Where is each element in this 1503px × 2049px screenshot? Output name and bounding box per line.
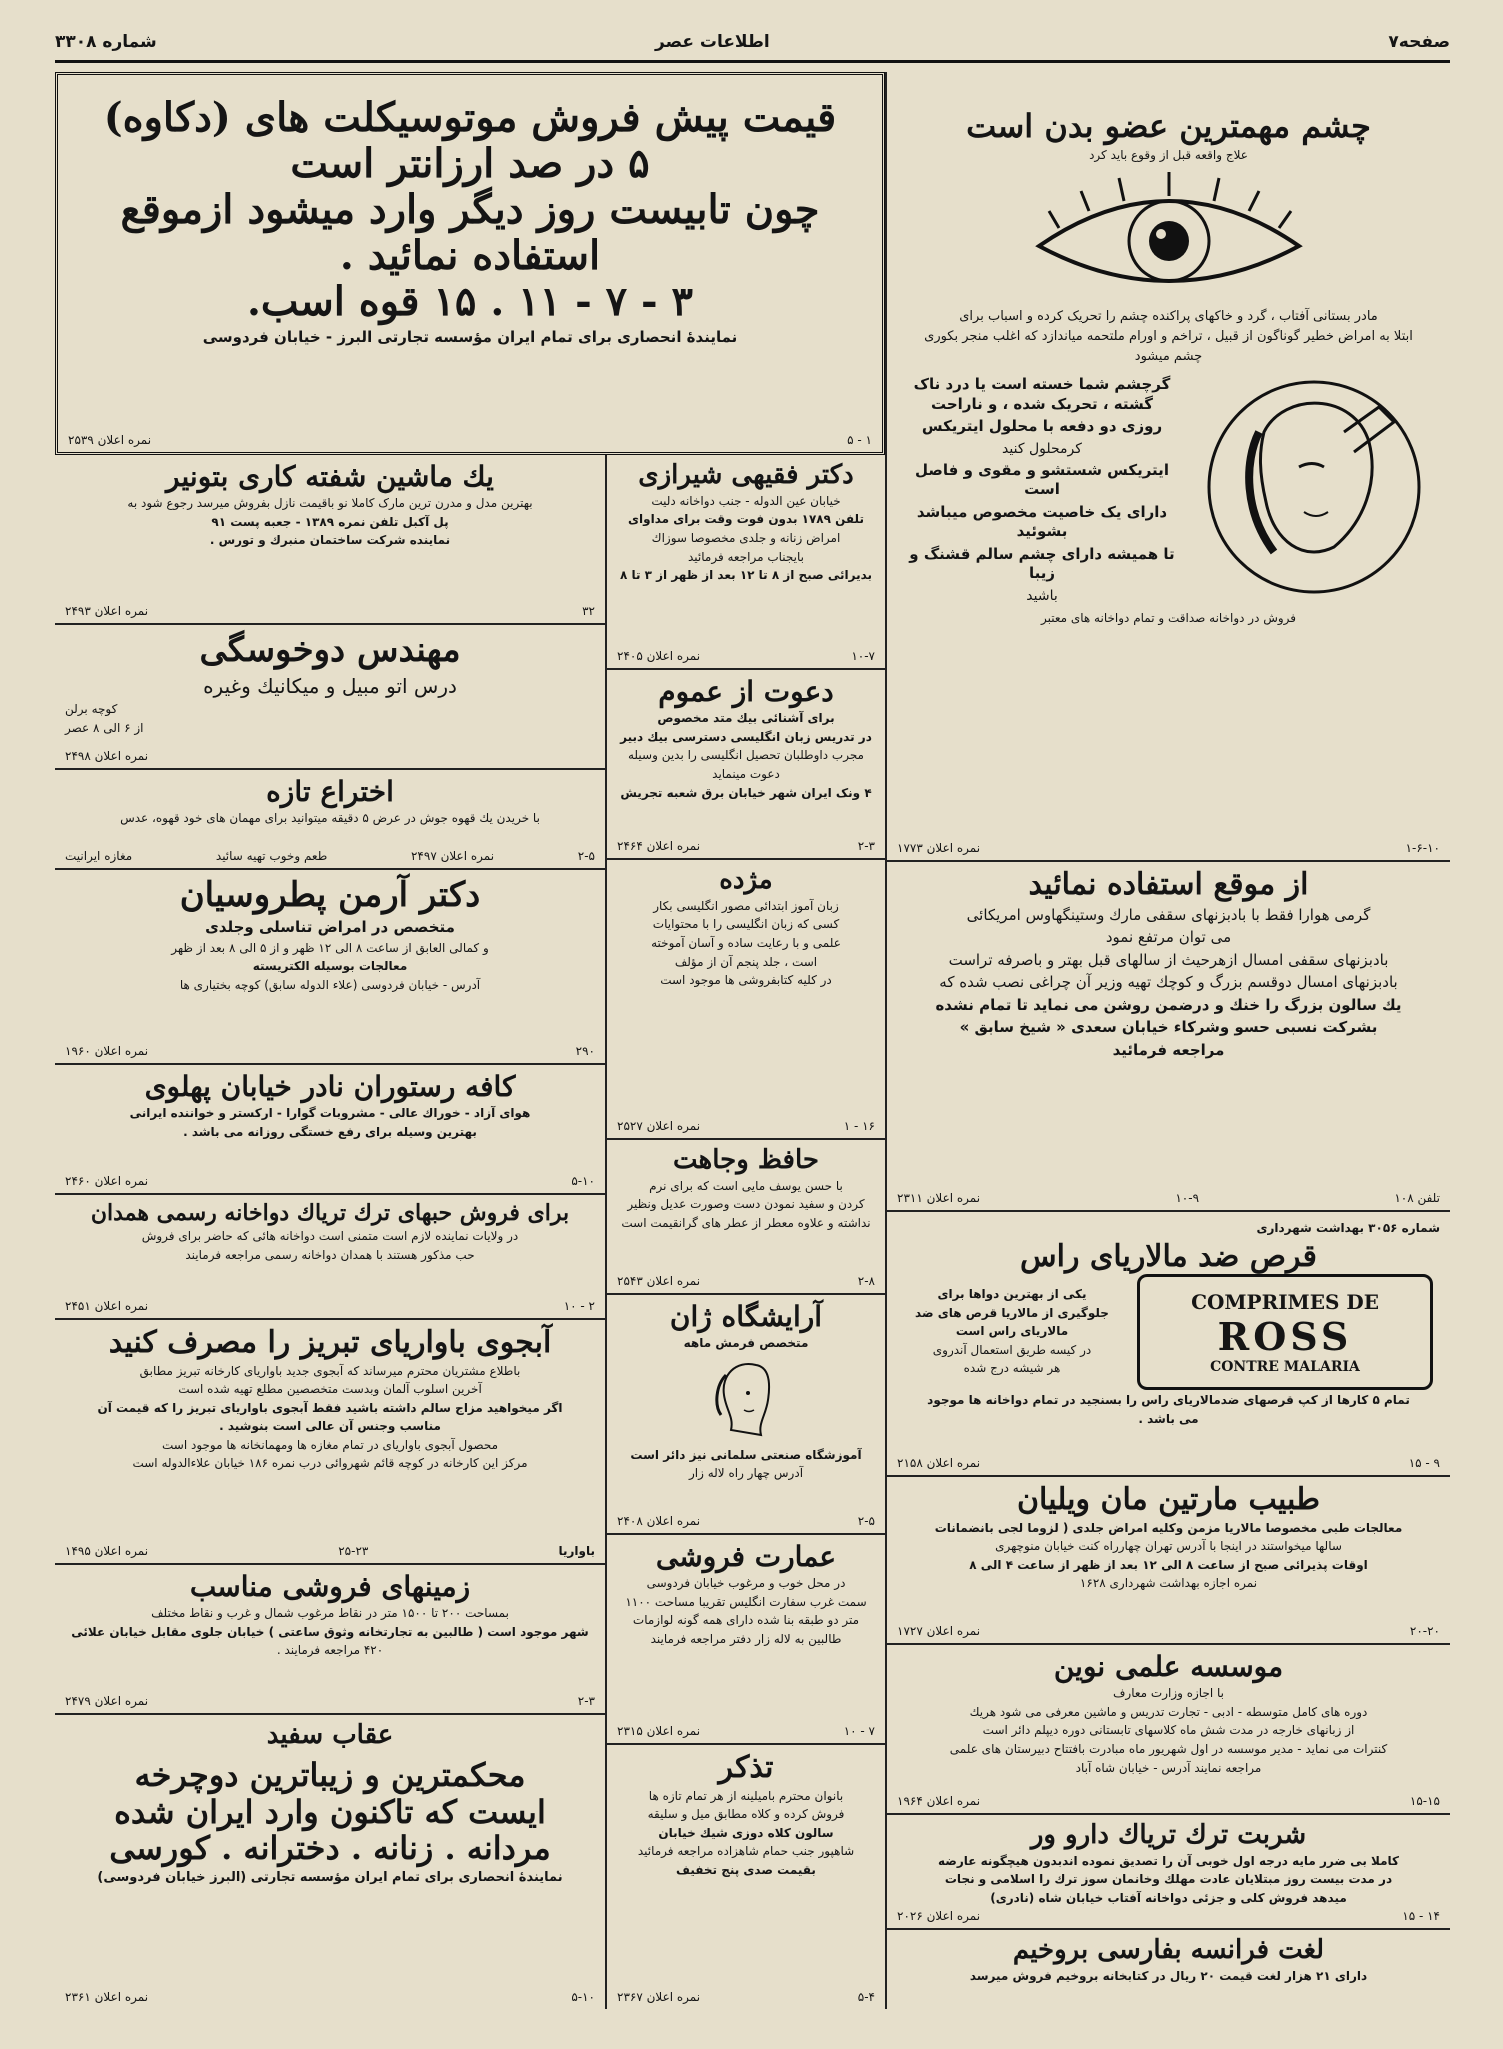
ad-invitation	[607, 670, 885, 860]
fan-text3: بادبزنهای سقفی امسال ازهرحیث از سالهای قبل بهتر و باصرفه تراست	[948, 950, 1389, 969]
invite-title: دعوت از عموم	[658, 675, 834, 708]
sharbat-code: ۱۴ - ۱۵	[1402, 1909, 1440, 1923]
faghihi-title: دکتر فقیهی شیرازی	[638, 460, 854, 490]
faghihi-text1: خیابان عین الدوله - جنب دواخانه دلیت	[651, 493, 841, 508]
invention-title: اختراع تازه	[266, 775, 394, 808]
motor-code: ۱ - ۵	[847, 433, 872, 447]
ad-white-eagle	[55, 1715, 605, 2009]
armen-text1: متخصص در امراض تناسلی وجلدی	[205, 918, 455, 937]
ad-salon-jean	[607, 1295, 885, 1535]
hafez-text1: با حسن یوسف مایی است که برای نرم	[649, 1178, 843, 1193]
ad-good-news	[607, 860, 885, 1140]
fan-ad-number: نمره اعلان ۲۳۱۱	[897, 1191, 981, 1205]
beer-text1: باطلاع مشتریان محترم میرساند که آبجوی جدید باواریای کارخانه تبریز مطابق	[139, 1363, 521, 1378]
newspaper-name: اطلاعات عصر	[655, 32, 770, 52]
sewing-text3: نماینده شرکت ساختمان منبرك و تورس .	[209, 533, 451, 548]
fan-code: ۱۰-۹	[1175, 1191, 1200, 1205]
sewing-text2: پل آکبل تلفن نمره ۱۳۸۹ - جعبه پست ۹۱	[211, 514, 449, 529]
eye-text2: ابتلا به امراض خطیر گوناگون از قبیل ، تراخم و اورام ملتحمه میاندازد که اغلب منجر بکوری	[924, 329, 1413, 345]
hafez-code: ۲-۸	[857, 1274, 875, 1288]
oghab-code: ۵-۱۰	[571, 1990, 595, 2004]
oghab-line2: ایست که تاکنون وارد ایران شده	[114, 1792, 546, 1831]
beer-ad-number: نمره اعلان ۱۴۹۵	[65, 1544, 149, 1558]
ad-ross-pills	[887, 1212, 1450, 1477]
ross-text2: جلوگیری از مالاریا قرص های ضد	[915, 1305, 1109, 1320]
armen-text4: آدرس - خیابان فردوسی (علاء الدوله سابق) کوچه بختیاری ها	[179, 977, 481, 992]
building-ad-number: نمره اعلان ۲۳۱۵	[617, 1724, 701, 1738]
martin-text2: سالها میخواستند در اینجا با آدرس تهران چهارراه کنت خیابان منوچهری	[995, 1539, 1342, 1554]
martin-text4: نمره اجازه بهداشت شهرداری ۱۶۲۸	[1079, 1576, 1258, 1591]
armen-text3: معالجات بوسیله الکتریسته	[252, 959, 408, 974]
ross-text4: در کیسه طریق استعمال آندروی	[932, 1342, 1092, 1357]
eye-subtitle: علاج واقعه قبل از وقوع باید کرد	[1089, 147, 1248, 162]
hafez-text3: نداشته و علاوه معطر از عطر های گرانقیمت است	[621, 1216, 871, 1231]
building-text4: طالبین به لاله زار دفتر مراجعه فرمایند	[650, 1631, 842, 1646]
oghab-line3: مردانه . زنانه . دخترانه . کورسی	[109, 1829, 551, 1868]
ross-title: قرص ضد مالاریای راس	[1020, 1238, 1317, 1274]
ad-dr-armen	[55, 870, 605, 1065]
faghihi-text4: بایجناب مراجعه فرمائید	[687, 549, 804, 564]
building-text1: در محل خوب و مرغوب خیابان فردوسی	[646, 1576, 846, 1591]
motor-line1: قیمت پیش فروش موتوسیکلت های (دکاوه)	[103, 94, 837, 141]
cafe-text2: بهترین وسیله برای رفع خستگی روزانه می باشد .	[183, 1124, 477, 1139]
ad-dr-faghihi	[607, 455, 885, 670]
ross-text1: یکی از بهترین دواها برای	[937, 1287, 1087, 1302]
tazakor-text5: بقیمت صدی پنج تخفیف	[676, 1862, 816, 1877]
invite-text4: دعوت مینماید	[712, 766, 780, 781]
faghihi-ad-number: نمره اعلان ۲۴۰۵	[617, 649, 701, 663]
fan-text5: یك سالون بزرگ را خنك و درضمن روشن می نماید تا تمام نشده	[935, 995, 1402, 1014]
sewing-ad-number: نمره اعلان ۲۴۹۳	[65, 604, 149, 618]
fan-text4: بادبزنهای امسال دوقسم بزرگ و کوچك تهیه وزیر آن چراغی نصب شده که	[939, 973, 1398, 991]
faghihi-text2: تلفن ۱۷۸۹ بدون فوت وقت برای مداوای	[628, 512, 864, 527]
mojdeh-text2: کسی که زبان انگلیسی را با محتوایات	[652, 917, 840, 932]
novin-text1: دوره های کامل متوسطه - ادبی - تجارت تدریس و ماشین معرفی می شود هریك	[969, 1704, 1368, 1719]
sharbat-text3: میدهد فروش کلی و جزئی دواخانه آفتاب خیابان شاه (نادری)	[990, 1891, 1347, 1906]
novin-text4: مراجعه نمایند آدرس - خیابان شاه آباد	[1075, 1760, 1262, 1775]
mojdeh-text4: است ، جلد پنجم آن از مؤلف	[674, 954, 818, 969]
beer-brand: باواریا	[558, 1544, 595, 1558]
ad-hafez-beauty	[607, 1140, 885, 1295]
martin-title: طبیب مارتین مان ویلیان	[1017, 1482, 1320, 1517]
ross-text5: هر شیشه درج شده	[963, 1361, 1061, 1376]
invention-text1: با خریدن یك قهوه جوش در عرض ۵ دقیقه میتوانید برای مهمان های خود قهوه، عدس	[120, 811, 540, 826]
sewing-title: یك ماشین شفته کاری بتونیر	[166, 460, 494, 493]
tazakor-text3: سالون کلاه دوزی شیك خیابان	[658, 1825, 834, 1840]
ad-reminder	[607, 1745, 885, 2009]
ad-sewing-machine	[55, 455, 605, 625]
eye-text11: فروش در دواخانه صداقت و تمام دواخانه های معتبر	[1040, 610, 1297, 625]
invention-text2: طعم وخوب تهیه سائید	[215, 849, 328, 863]
ross-text3: مالاریای راس است	[955, 1324, 1069, 1339]
fan-text2: می توان مرتفع نمود	[1105, 928, 1232, 946]
armen-ad-number: نمره اعلان ۱۹۶۰	[65, 1044, 149, 1058]
fan-text6: بشرکت نسبی حسو وشرکاء خیابان سعدی « شیخ سابق »	[959, 1018, 1378, 1036]
eye-text1: مادر بستانی آفتاب ، گرد و خاکهای پراکنده چشم را تحریک کرده و اسباب برای	[959, 309, 1378, 325]
ad-opium-syrup	[887, 1815, 1450, 1930]
invention-code: ۲-۵	[577, 849, 595, 863]
motor-line5: ۳ - ۷ - ۱۱ . ۱۵ قوه اسب.	[246, 278, 694, 325]
ross-ad-number: نمره اعلان ۲۱۵۸	[897, 1456, 981, 1470]
woman-applying-drops-illustration	[1204, 372, 1424, 602]
motor-agent: نمایندهٔ انحصاری برای تمام ایران مؤسسه تجارتی البرز - خیابان فردوسی	[202, 328, 738, 346]
beer-text5: محصول آبجوی باواریای در تمام مغازه ها ومهمانخانه ها موجود است	[161, 1437, 498, 1452]
mojdeh-text5: در کلیه کتابفروشی ها موجود است	[660, 973, 832, 988]
tazakor-ad-number: نمره اعلان ۲۳۶۷	[617, 1990, 701, 2004]
mojdeh-text1: زبان آموز ابتدائی مصور انگلیسی بکار	[653, 898, 839, 913]
opium-title: برای فروش حبهای ترك تریاك دواخانه رسمی همدان	[90, 1200, 570, 1226]
engineer-text1: درس اتو مبیل و میکانیك وغیره	[203, 674, 457, 699]
opium-text1: در ولایات نماینده لازم است متمنی است دواخانه هائی که حاضر برای فروش	[141, 1229, 519, 1244]
ad-building-sale	[607, 1535, 885, 1745]
motor-ad-number: نمره اعلان ۲۵۳۹	[68, 433, 152, 447]
beer-title: آبجوی باواریای تبریز را مصرف کنید	[108, 1325, 552, 1360]
hafez-ad-number: نمره اعلان ۲۵۴۳	[617, 1274, 701, 1288]
mojdeh-title: مژده	[719, 865, 773, 895]
tazakor-text1: بانوان محترم بامیلینه از هر تمام تازه ها	[648, 1788, 844, 1803]
salon-text3: آدرس چهار راه لاله زار	[688, 1466, 804, 1481]
issue-number: شماره ۳۳۰۸	[55, 32, 157, 52]
novin-subtitle: با اجازه وزارت معارف	[1112, 1686, 1225, 1701]
novin-text2: از زبانهای خارجه در مدت شش ماه کلاسهای تابستانی دوره دیپلم دائر است	[982, 1723, 1355, 1738]
invite-ad-number: نمره اعلان ۲۴۶۴	[617, 839, 701, 853]
ad-invention	[55, 770, 605, 870]
ross-package	[1137, 1274, 1433, 1390]
page-header	[55, 30, 1450, 63]
fan-text7: مراجعه فرمائید	[1112, 1040, 1225, 1059]
land-ad-number: نمره اعلان ۲۴۷۹	[65, 1694, 149, 1708]
ad-cafe-nader	[55, 1065, 605, 1195]
martin-text3: اوقات پذیرائی صبح از ساعت ۸ الی ۱۲ بعد از ظهر از ساعت ۴ الی ۸	[969, 1557, 1368, 1572]
novin-text3: کنترات می نماید - مدیر موسسه در اول شهریور ماه مبادرت بافتتاح دبیرستان های علمی	[949, 1741, 1388, 1756]
beer-text6: مرکز این کارخانه در کوچه قائم شهروائی درب نمره ۱۸۶ خیابان علاءالدوله است	[132, 1456, 528, 1471]
ad-land-sale	[55, 1565, 605, 1715]
sharbat-ad-number: نمره اعلان ۲۰۲۶	[897, 1909, 981, 1923]
sewing-text1: بهترین مدل و مدرن ترین مارک کاملا نو باقیمت نازل بفروش میرسد رجوع شود به	[127, 496, 533, 511]
land-code: ۲-۳	[577, 1694, 595, 1708]
novin-ad-number: نمره اعلان ۱۹۶۴	[897, 1794, 981, 1808]
ad-ceiling-fans	[887, 862, 1450, 1212]
eye-text4: گرچشم شما خسته است یا درد ناک گشته ، تحریک شده ، و ناراحت	[913, 375, 1171, 413]
salon-code: ۲-۵	[857, 1514, 875, 1528]
sewing-code: ۳۲	[582, 604, 595, 618]
ross-code: ۹ - ۱۵	[1408, 1456, 1440, 1470]
engineer-title: مهندس دوخوسگی	[199, 630, 461, 670]
ross-health-number: شماره ۳۰۵۶ بهداشت شهرداری	[1256, 1221, 1440, 1235]
building-title: عمارت فروشی	[655, 1540, 837, 1573]
mojdeh-ad-number: نمره اعلان ۲۵۲۷	[617, 1119, 701, 1133]
invention-ad-number: نمره اعلان ۲۴۹۷	[410, 849, 495, 863]
page-number: صفحه۷	[1388, 32, 1450, 52]
invite-text2: در تدریس زبان انگلیسی دسترسی بیك دبیر	[620, 729, 872, 744]
armen-code: ۲۹۰	[575, 1044, 595, 1058]
martin-code: ۲۰-۲۰	[1409, 1624, 1440, 1638]
opium-code: ۲ - ۱۰	[563, 1299, 595, 1313]
martin-text1: معالجات طبی مخصوصا مالاریا مزمن وکلیه امراض جلدی ( لزوما لجی بانضمانات	[934, 1520, 1403, 1535]
engineer-ad-number: نمره اعلان ۲۴۹۸	[65, 749, 149, 763]
ross-pack-line3: CONTRE MALARIA	[1210, 1358, 1360, 1375]
land-title: زمینهای فروشی مناسب	[189, 1570, 471, 1603]
motor-line3: چون تابیست روز دیگر وارد میشود ازموقع	[120, 186, 820, 233]
eye-text6: کرمحلول کنید	[1002, 440, 1082, 457]
ross-text6: تمام ۵ کارها از کپ قرصهای ضدمالاریای راس را بسنجید در تمام دواخانه ها موجود	[927, 1393, 1410, 1408]
dictionary-text1: دارای ۲۱ هزار لغت قیمت ۲۰ ریال در کتابخانه بروخیم فروش میرسد	[969, 1968, 1368, 1983]
salon-ad-number: نمره اعلان ۲۴۰۸	[617, 1514, 701, 1528]
sharbat-title: شربت ترك تریاك دارو ور	[1030, 1820, 1307, 1850]
oghab-ad-number: نمره اعلان ۲۳۶۱	[65, 1990, 149, 2004]
ad-engineer	[55, 625, 605, 770]
faghihi-text3: امراض زنانه و جلدی مخصوصا سوزاك	[651, 531, 841, 546]
mojdeh-code: ۱۶ - ۱	[843, 1119, 875, 1133]
engineer-text3: از ۶ الی ۸ عصر	[65, 720, 144, 735]
eye-text8: دارای یک خاصیت مخصوص میباشد بشوئید	[916, 502, 1168, 541]
building-text2: سمت غرب سفارت انگلیس تقریبا مساحت ۱۱۰۰	[625, 1594, 867, 1609]
beer-text2: آخرین اسلوب آلمان وبدست متخصصین مطلع تهیه شده است	[178, 1382, 482, 1397]
invite-code: ۲-۳	[857, 839, 875, 853]
land-text1: بمساحت ۲۰۰ تا ۱۵۰۰ متر در نقاط مرغوب شمال و غرب و نقاط مختلف	[151, 1606, 509, 1621]
beer-text4: مناسب وجنس آن عالی است بنوشید .	[219, 1419, 441, 1434]
hafez-title: حافظ وجاهت	[673, 1145, 819, 1175]
armen-text2: و کمالی العابق از ساعت ۸ الی ۱۲ ظهر و از ۵ الی ۸ بعد از ظهر	[171, 940, 489, 955]
woman-face-illustration	[686, 1355, 806, 1445]
building-text3: متر دو طبقه بنا شده دارای همه گونه لوازمات	[632, 1613, 860, 1628]
ad-opium-pills	[55, 1195, 605, 1320]
land-text3: ۴۲۰ مراجعه فرمایند .	[276, 1643, 384, 1658]
opium-text2: حب مذکور هستند با همدان دواخانه رسمی مراجعه فرمایند	[185, 1247, 475, 1262]
eye-text3: چشم میشود	[1134, 349, 1203, 365]
cafe-code: ۵-۱۰	[571, 1174, 595, 1188]
faghihi-code: ۱۰-۷	[851, 649, 875, 663]
eye-code: ۱-۶-۱۰	[1405, 841, 1440, 855]
beer-text3: اگر میخواهید مزاج سالم داشته باشید فقط آبجوی باواریای تبریز را که قیمت آن	[97, 1400, 563, 1415]
opium-ad-number: نمره اعلان ۲۴۵۱	[65, 1299, 149, 1313]
ad-novin-institute	[887, 1645, 1450, 1815]
salon-text1: متخصص فرمش ماهه	[683, 1336, 809, 1351]
novin-code: ۱۵-۱۵	[1409, 1794, 1440, 1808]
ad-dictionary	[887, 1930, 1450, 2009]
tazakor-text2: فروش کرده و کلاه مطابق میل و سلیقه	[647, 1807, 845, 1822]
ross-pack-line2: ROSS	[1217, 1313, 1353, 1359]
ross-text7: می باشد .	[1138, 1411, 1199, 1426]
cafe-text1: هوای آزاد - خوراك عالی - مشروبات گوارا - ارکستر و خواننده ایرانی	[129, 1106, 531, 1121]
ross-pack-line1: COMPRIMES DE	[1191, 1289, 1379, 1314]
fan-tel: تلفن ۱۰۸	[1394, 1191, 1440, 1205]
eye-illustration	[1019, 166, 1319, 306]
sharbat-text2: در مدت بیست روز مبتلایان عادت مهلك وخانمان سوز ترك را اسلامی و نجات	[944, 1872, 1393, 1887]
eye-ad-number: نمره اعلان ۱۷۷۳	[897, 841, 981, 855]
invite-text3: مجرب داوطلبان تحصیل انگلیسی را بدین وسیله	[628, 748, 864, 763]
oghab-agent: نمایندهٔ انحصاری برای تمام ایران مؤسسه تجارتی (البرز خیابان فردوسی)	[97, 1870, 563, 1886]
oghab-line1: محکمترین و زیباترین دوچرخه	[134, 1755, 526, 1794]
mojdeh-text3: علمی و با رعایت ساده و آسان آموخته	[651, 936, 841, 951]
beer-code: ۲۵-۲۳	[338, 1544, 369, 1558]
tazakor-title: تذکر	[718, 1750, 774, 1785]
sharbat-text1: کاملا بی ضرر مایه درجه اول خوبی آن را تصدیق نموده اندبدون هیچگونه عارضه	[937, 1853, 1400, 1868]
novin-title: موسسه علمی نوین	[1053, 1650, 1284, 1683]
eye-text7: ایتریکس شستشو و مقوی و فاصل است	[915, 460, 1169, 499]
engineer-text2: کوچه برلن	[65, 702, 118, 717]
invite-text5: ۴ ونک ایران شهر خیابان برق شعبه تجریش	[620, 785, 872, 800]
invention-shop: مغازه ایرانیت	[65, 849, 133, 863]
fan-title: از موقع استفاده نمائید	[1028, 867, 1309, 902]
invite-text1: برای آشنائی بیك متد مخصوص	[657, 711, 835, 726]
tazakor-text4: شاهپور جنب حمام شاهزاده مراجعه فرمائید	[637, 1844, 855, 1859]
martin-ad-number: نمره اعلان ۱۷۲۷	[897, 1624, 981, 1638]
eye-text10: باشید	[1026, 587, 1058, 604]
cafe-ad-number: نمره اعلان ۲۴۶۰	[65, 1174, 149, 1188]
faghihi-text5: بدیرائی صبح از ۸ تا ۱۲ بعد از ظهر از ۳ تا ۸	[619, 568, 873, 583]
land-text2: شهر موجود است ( طالبین به تجارتخانه وثوق ساعتی ) خیابان جلوی مقابل خیابان علائی	[71, 1624, 589, 1639]
motor-line2: ۵ در صد ارزانتر است	[290, 140, 650, 187]
eye-text9: تا همیشه دارای چشم سالم قشنگ و زیبا	[909, 544, 1175, 583]
building-code: ۷ - ۱۰	[843, 1724, 875, 1738]
fan-text1: گرمی هوارا فقط با بادبزنهای سقفی مارك وستینگهاوس امریکائی	[966, 905, 1371, 924]
oghab-title: عقاب سفید	[266, 1720, 394, 1750]
salon-title: آرایشگاه ژان	[669, 1300, 823, 1333]
eye-title: چشم مهمترین عضو بدن است	[966, 107, 1371, 145]
hafez-text2: کردن و سفید نمودن دست وصورت عدیل ونظیر	[627, 1197, 865, 1212]
dictionary-title: لغت فرانسه بفارسی بروخیم	[1012, 1935, 1325, 1965]
ad-dr-martin	[887, 1477, 1450, 1645]
eye-text5: روزی دو دفعه با محلول ایتریکس	[921, 417, 1163, 436]
cafe-title: کافه رستوران نادر خیابان پهلوی	[144, 1070, 516, 1103]
motor-line4: استفاده نمائید .	[339, 232, 601, 279]
salon-text2: آموزشگاه صنعتی سلمانی نیز دائر است	[630, 1447, 862, 1462]
ad-motorcycle	[55, 72, 885, 455]
tazakor-code: ۵-۴	[857, 1990, 875, 2004]
ad-eye-care	[887, 72, 1450, 862]
ad-bavaria-beer	[55, 1320, 605, 1565]
armen-title: دکتر آرمن پطروسیان	[179, 875, 481, 915]
